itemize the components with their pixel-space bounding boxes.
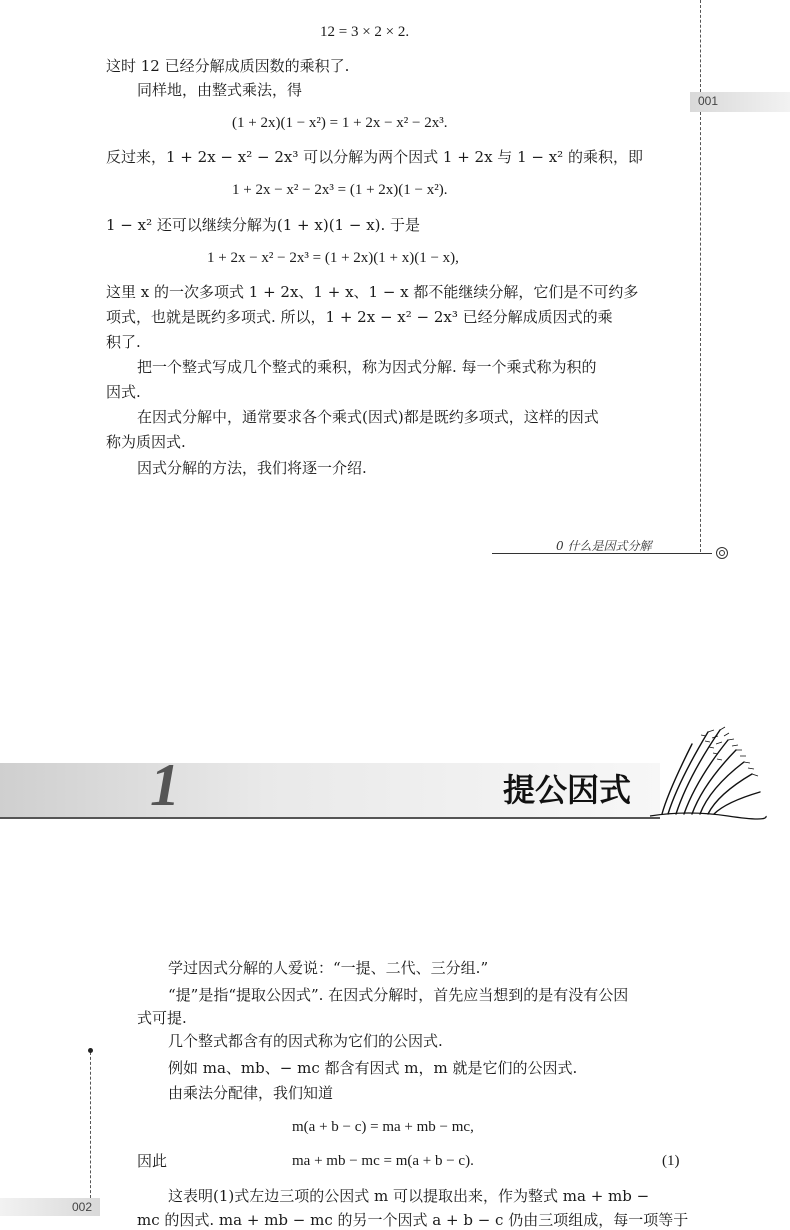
paragraph-line: 因式. — [106, 383, 141, 401]
page-number: 002 — [72, 1200, 93, 1214]
equation-number: (1) — [662, 1153, 680, 1169]
paragraph-line: 学过因式分解的人爱说：“一提、二代、三分组.” — [168, 959, 489, 977]
circle-ornament-icon — [716, 547, 728, 559]
paragraph-line: 几个整式都含有的因式称为它们的公因式. — [168, 1032, 443, 1050]
therefore-label: 因此 — [137, 1152, 168, 1170]
chapter-title: 提公因式 — [503, 771, 632, 809]
equation: m(a + b − c) = ma + mb − mc, — [292, 1119, 474, 1135]
page-number-tab — [0, 1198, 100, 1216]
paragraph-line: “提”是指“提取公因式”. 在因式分解时，首先应当想到的是有没有公因 — [168, 986, 629, 1004]
page-number: 001 — [698, 94, 719, 108]
paragraph-line: 在因式分解中，通常要求各个乘式(因式)都是既约多项式，这样的因式 — [137, 408, 599, 426]
paragraph-line: 例如 ma、mb、− mc 都含有因式 m，m 就是它们的公因式. — [168, 1059, 578, 1077]
equation: 1 + 2x − x² − 2x³ = (1 + 2x)(1 − x²). — [232, 182, 448, 198]
paragraph-line: 因式分解的方法，我们将逐一介绍. — [137, 459, 367, 477]
paragraph-line: 项式，也就是既约多项式. 所以，1 + 2x − x² − 2x³ 已经分解成质因式的乘 — [106, 308, 613, 326]
paragraph-line: 由乘法分配律，我们知道 — [168, 1084, 334, 1102]
page-number-tab — [690, 92, 790, 112]
paragraph-line: 这时 12 已经分解成质因数的乘积了. — [106, 57, 350, 75]
paragraph-line: 1 − x² 还可以继续分解为(1 + x)(1 − x). 于是 — [106, 216, 421, 234]
equation: 1 + 2x − x² − 2x³ = (1 + 2x)(1 + x)(1 − x), — [207, 250, 459, 266]
paragraph-line: 式可提. — [137, 1009, 187, 1027]
paragraph-line: 把一个整式写成几个整式的乘积，称为因式分解. 每一个乘式称为积的 — [137, 358, 597, 376]
paragraph-line: 称为质因式. — [106, 433, 186, 451]
margin-dashed-line — [90, 1052, 91, 1198]
equation: ma + mb − mc = m(a + b − c). — [292, 1153, 474, 1169]
margin-dashed-line — [700, 112, 701, 552]
margin-dashed-line — [700, 0, 701, 92]
paragraph-line: mc 的因式. ma + mb − mc 的另一个因式 a + b − c 仍由三项组成，每一项等于 — [137, 1211, 689, 1229]
paragraph-line: 积了. — [106, 333, 141, 351]
chapter-number: 1 — [150, 752, 180, 818]
equation: (1 + 2x)(1 − x²) = 1 + 2x − x² − 2x³. — [232, 115, 448, 131]
paragraph-line: 这里 x 的一次多项式 1 + 2x、1 + x、1 − x 都不能继续分解，它们是不可约多 — [106, 283, 639, 301]
paragraph-line: 反过来，1 + 2x − x² − 2x³ 可以分解为两个因式 1 + 2x 与 1 − x² 的乘积，即 — [106, 148, 643, 166]
equation-top: 12 = 3 × 2 × 2. — [320, 24, 410, 40]
paragraph-line: 这表明(1)式左边三项的公因式 m 可以提取出来，作为整式 ma + mb − — [168, 1187, 650, 1205]
paragraph-line: 同样地，由整式乘法，得 — [137, 81, 303, 99]
reed-grass-icon — [648, 722, 768, 822]
dot-ornament-icon — [88, 1048, 93, 1053]
running-footer: 0 什么是因式分解 — [556, 539, 652, 553]
